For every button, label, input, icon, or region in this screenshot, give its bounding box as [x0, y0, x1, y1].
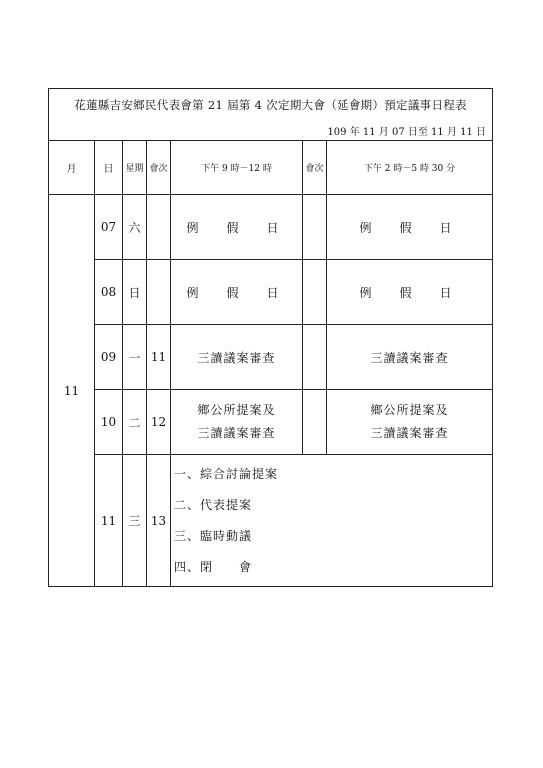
weekday-cell: 日 — [123, 260, 147, 325]
header-session-am: 會次 — [147, 141, 171, 195]
session-pm-cell — [303, 390, 327, 455]
afternoon-cell: 三讀議案審查 — [327, 325, 493, 390]
session-pm-cell — [303, 325, 327, 390]
agenda-schedule-table — [48, 88, 493, 587]
date-range: 109 年 11 月 07 日至 11 月 11 日 — [49, 121, 493, 141]
weekday-cell: 一 — [123, 325, 147, 390]
morning-line-2: 三讀議案審查 — [197, 426, 276, 440]
session-am-cell: 11 — [147, 325, 171, 390]
table-row — [49, 260, 493, 325]
morning-cell: 例 假 日 — [171, 195, 303, 260]
table-row — [49, 455, 493, 587]
weekday-cell: 三 — [123, 455, 147, 587]
weekday-cell: 二 — [123, 390, 147, 455]
session-am-cell: 12 — [147, 390, 171, 455]
header-afternoon: 下午 2 時－5 時 30 分 — [327, 141, 493, 195]
session-am-cell — [147, 260, 171, 325]
weekday-cell: 六 — [123, 195, 147, 260]
session-pm-cell — [303, 260, 327, 325]
afternoon-cell: 例 假 日 — [327, 195, 493, 260]
header-day: 日 — [95, 141, 123, 195]
afternoon-cell: 例 假 日 — [327, 260, 493, 325]
agenda-item: 二、代表提案 — [174, 497, 253, 512]
afternoon-line-1: 鄉公所提案及 — [370, 403, 449, 417]
header-morning: 下午 9 時－12 時 — [171, 141, 303, 195]
header-session-pm: 會次 — [303, 141, 327, 195]
header-month: 月 — [49, 141, 95, 195]
morning-cell: 三讀議案審查 — [171, 325, 303, 390]
agenda-item: 一、綜合討論提案 — [174, 466, 279, 481]
afternoon-cell — [327, 390, 493, 455]
morning-cell — [171, 390, 303, 455]
table-row — [49, 390, 493, 455]
header-weekday: 星期 — [123, 141, 147, 195]
day-cell: 09 — [95, 325, 123, 390]
agenda-item: 四、閉 會 — [174, 559, 253, 574]
afternoon-line-2: 三讀議案審查 — [370, 426, 449, 440]
session-am-cell: 13 — [147, 455, 171, 587]
session-am-cell — [147, 195, 171, 260]
agenda-cell — [171, 455, 493, 587]
day-cell: 07 — [95, 195, 123, 260]
morning-cell: 例 假 日 — [171, 260, 303, 325]
session-pm-cell — [303, 195, 327, 260]
agenda-item: 三、臨時動議 — [174, 528, 253, 543]
document-title: 花蓮縣吉安鄉民代表會第 21 屆第 4 次定期大會（延會期）預定議事日程表 — [49, 89, 493, 122]
table-row — [49, 195, 493, 260]
header-row — [49, 141, 493, 195]
table-row — [49, 325, 493, 390]
month-cell: 11 — [49, 195, 95, 587]
morning-line-1: 鄉公所提案及 — [197, 403, 276, 417]
day-cell: 11 — [95, 455, 123, 587]
day-cell: 10 — [95, 390, 123, 455]
day-cell: 08 — [95, 260, 123, 325]
